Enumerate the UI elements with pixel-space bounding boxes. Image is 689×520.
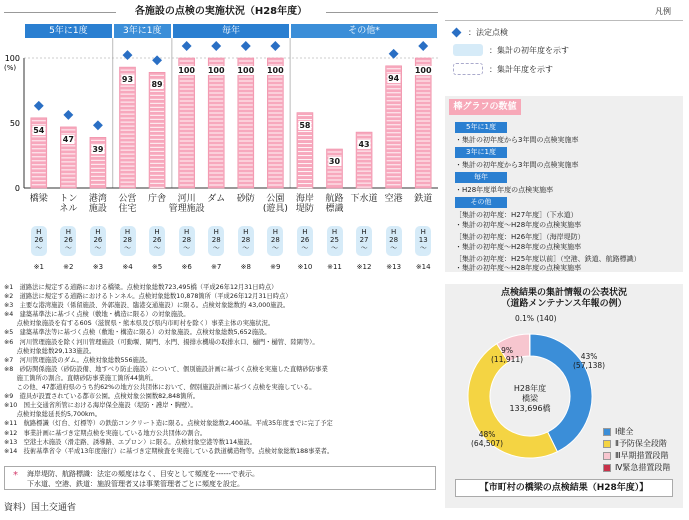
footnote-line: 海岸堤防、航路標識：法定の頻度はなく、目安として頻度を------で表示。: [27, 470, 260, 478]
donut-caption: 【市町村の橋梁の点検結果（H28年度）】: [455, 479, 673, 497]
vp-tag-5yr: 5年に1度: [455, 122, 507, 133]
bar: [267, 58, 283, 188]
bar-value-label: 89: [151, 80, 163, 90]
note-ref: ※3: [92, 263, 104, 271]
bar-value-label: 93: [121, 75, 134, 85]
value-panel-title: 棒グラフの数値: [449, 99, 521, 115]
donut-legend-item: Ⅱ予防保全段階: [603, 438, 667, 449]
donut-chart: [445, 284, 683, 508]
note-line: ※2 道路法に規定する道路におけるトンネル。点検対象総数10,878箇所（平成26年12月31日時点）: [4, 293, 292, 301]
note-ref: ※4: [122, 263, 133, 271]
y-tick-label: 0: [14, 184, 20, 193]
year-range-pill: H 28 〜: [238, 226, 254, 256]
note-line: ※4 建築基準法に基づく点検（敷地・構造に限る）の対象施設。: [4, 311, 190, 319]
bar-value-label: 100: [237, 66, 255, 75]
bar: [179, 58, 195, 188]
year-range-pill: H 28 〜: [179, 226, 195, 256]
y-tick-label: 100: [4, 54, 20, 63]
category-label: 下水道: [350, 194, 378, 204]
footnote-asterisk: *: [13, 470, 18, 481]
note-ref: ※5: [151, 263, 163, 271]
note-ref: ※8: [240, 263, 251, 271]
chart-title: 各施設の点検の実施状況（H28年度）: [4, 4, 438, 20]
category-label: 鉄道: [414, 194, 433, 204]
note-ref: ※1: [33, 263, 44, 271]
year-range-pill: H 28 〜: [120, 226, 136, 256]
bar: [415, 58, 431, 188]
year-range-pill: H 26 〜: [90, 226, 106, 256]
statutory-marker-icon: [34, 101, 44, 111]
donut-legend-item: Ⅲ早期措置段階: [603, 450, 669, 461]
y-unit: (%): [4, 64, 17, 72]
group-header: 5年に1度: [25, 24, 112, 38]
bar-value-label: 43: [358, 140, 370, 150]
statutory-marker-icon: [123, 50, 133, 60]
note-line: ※5 建築基準法等に基づく点検（敷地・構造に限る）の対象施設。点検対象総数5,652施設。: [4, 329, 271, 337]
legend-initial-year: ：集計の初年度を示す: [453, 44, 569, 56]
vp-line: ・集計の初年度〜H28年度の点検実施率: [455, 221, 582, 229]
legend-swatch: [603, 452, 611, 460]
year-range-pill: H 26 〜: [31, 226, 47, 256]
donut-slice-label: 9% (11,911): [491, 346, 524, 364]
year-range-pill: H 28 〜: [208, 226, 224, 256]
statutory-marker-icon: [418, 41, 428, 51]
category-label: 公営 住宅: [118, 194, 137, 214]
vp-line: ・集計の初年度〜H28年度の点検実施率: [455, 243, 582, 251]
vp-line: ［集計の初年度：H25年度以前］（空港、鉄道、航路標識）: [455, 255, 641, 263]
footnote-line: 下水道、空港、鉄道：施設管理者又は事業管理者ごとに頻度を設定。: [27, 480, 244, 488]
bar: [386, 66, 402, 188]
legend-statutory: ：法定点検: [453, 27, 508, 38]
note-line: ※10 国土交通省所管における海岸保全施設（堤防・護岸・胸壁）。: [4, 402, 197, 410]
statutory-marker-icon: [389, 49, 399, 59]
year-range-pill: H 26 〜: [60, 226, 76, 256]
bar-value-label: 54: [33, 125, 45, 135]
legend-swatch: [603, 440, 611, 448]
note-ref: ※10: [297, 263, 313, 271]
bar: [149, 72, 165, 188]
bar: [238, 58, 254, 188]
note-line: この他、47都道府県のうち約62%の地方公共団体において、個別施設計画に基づく点検を実施している。: [4, 384, 316, 392]
category-label: 橋梁: [29, 194, 48, 204]
vp-line: ・H28年度単年度の点検実施率: [455, 186, 554, 194]
note-line: ※1 道路法に規定する道路における橋梁。点検対象総数723,495橋（平成26年12月31日時点）: [4, 284, 278, 291]
note-line: 点検対象施設を有する60S（滋賀県・熊本県及び県内市町村を除く）事業主体の実施状況。: [4, 320, 275, 328]
statutory-marker-icon: [93, 120, 103, 130]
note-line: 点検対象総数29,133施設。: [4, 347, 96, 355]
vp-tag-3yr: 3年に1度: [455, 147, 507, 158]
year-range-pill: H 26 〜: [297, 226, 313, 256]
statutory-marker-icon: [211, 41, 221, 51]
legend-tab: 凡例: [643, 4, 683, 20]
note-line: ※6 河川管理施設を除く河川管理施設（可動堰、閘門、水門、揚排水機場の取排水口、樋門・樋管、陸閘等）。: [4, 338, 319, 346]
y-tick-label: 50: [9, 119, 20, 128]
statutory-marker-icon: [241, 41, 251, 51]
year-range-pill: H 28 〜: [267, 226, 283, 256]
vp-line: ・集計の初年度から3年間の点検実施率: [455, 161, 579, 169]
category-label: 港湾 施設: [88, 194, 107, 214]
vp-tag-yearly: 毎年: [455, 172, 507, 183]
statutory-diamond-icon: [452, 28, 462, 38]
category-label: 砂防: [236, 194, 255, 204]
footnotes: [4, 283, 442, 456]
bar-value-label: 100: [207, 66, 225, 75]
bar-value-explanation: [445, 96, 683, 272]
category-label: 庁舎: [148, 194, 167, 204]
donut-title: 点検結果の集計情報の公表状況 （道路メンテナンス年報の例）: [500, 288, 627, 309]
vp-line: ［集計の初年度：H27年度］（下水道）: [455, 211, 578, 219]
bar-value-label: 100: [266, 66, 284, 75]
vp-line: ・集計の初年度から3年間の点検実施率: [455, 136, 579, 144]
category-label: ダム: [207, 194, 226, 204]
note-ref: ※2: [63, 263, 74, 271]
year-range-pill: H 25 〜: [327, 226, 343, 256]
note-ref: ※14: [415, 263, 431, 271]
note-line: ※3 主要な港湾施設（係留施設、外郭施設、臨港交通施設）に限る。点検対象総数約 43,000施設。: [4, 302, 290, 310]
category-label: 空港: [384, 194, 403, 204]
note-ref: ※6: [181, 263, 192, 271]
year-range-pill: H 13 〜: [415, 226, 431, 256]
category-label: 公園 (遊具): [262, 194, 288, 214]
category-label: 海岸 堤防: [295, 194, 314, 214]
bar-value-label: 94: [388, 73, 400, 83]
note-line: ※14 技術基準省令（平成13年度施行）に基づき定期検査を実施している鉄道構造物等。点検対象総数188事業者。: [4, 447, 334, 455]
vp-line: ［集計の初年度：H26年度］（海岸堤防）: [455, 233, 585, 241]
note-line: 施工箇所の割合。直轄砂防事業施工箇所44箇所。: [4, 374, 157, 382]
group-header: その他*: [291, 24, 437, 38]
legend-swatch: [603, 464, 611, 472]
donut-slice-label: 0.1% (140): [515, 314, 557, 323]
note-line: ※11 航路標識（灯台、灯標等）の鉄筋コンクリート造に限る。点検対象総数2,400基。平成35年度までに完了予定: [4, 420, 333, 428]
note-line: ※9 遊具が設置されている都市公園。点検対象公園数82,848箇所。: [4, 393, 200, 401]
statutory-marker-icon: [182, 41, 192, 51]
note-ref: ※13: [386, 263, 402, 271]
vp-tag-other: その他: [455, 197, 507, 208]
current-year-swatch: [453, 63, 483, 75]
note-line: ※7 河川管理施設のダム。点検対象総数556施設。: [4, 356, 152, 364]
group-header: 3年に1度: [114, 24, 171, 38]
legend-swatch: [603, 428, 611, 436]
bar-value-label: 100: [414, 66, 432, 75]
note-ref: ※11: [327, 263, 342, 271]
bar-value-label: 47: [62, 134, 74, 144]
donut-slice-label: 48% (64,507): [471, 430, 504, 448]
donut-legend-item: Ⅰ健全: [603, 426, 633, 437]
note-line: ※12 事業計画に基づき定期点検を実施している地方公共団体の割合。: [4, 429, 207, 437]
donut-center: H28年度 橋梁 133,696橋: [509, 384, 551, 413]
bar: [208, 58, 224, 188]
frequency-footnote: [4, 466, 436, 490]
bar-value-label: 100: [178, 66, 195, 75]
donut-slice-label: 43% (57,138): [573, 352, 606, 370]
source-note: 資料）国土交通省: [4, 503, 77, 513]
note-line: ※13 空港土木施設（滑走路、誘導路、エプロン）に限る。点検対象空港等数114施設。: [4, 438, 256, 446]
vp-line: ・集計の初年度〜H28年度の点検実施率: [455, 264, 582, 272]
category-label: トン ネル: [59, 194, 78, 214]
bar-value-label: 39: [92, 145, 104, 155]
category-label: 河川 管理施設: [168, 194, 205, 214]
group-header: 毎年: [173, 24, 289, 38]
category-label: 航路 標識: [325, 194, 344, 214]
year-range-pill: H 26 〜: [149, 226, 165, 256]
legend-current-year: ：集計年度を示す: [453, 63, 553, 75]
bar-value-label: 58: [299, 120, 311, 130]
year-range-pill: H 28 〜: [386, 226, 402, 256]
initial-year-swatch: [453, 44, 483, 56]
statutory-marker-icon: [270, 41, 280, 51]
statutory-marker-icon: [63, 110, 73, 120]
donut-panel: [445, 284, 683, 508]
statutory-marker-icon: [152, 55, 162, 65]
bar: [327, 149, 343, 188]
note-ref: ※12: [356, 263, 372, 271]
donut-legend-item: Ⅳ緊急措置段階: [603, 462, 670, 473]
note-ref: ※7: [211, 263, 222, 271]
bar-value-label: 30: [328, 157, 341, 166]
note-ref: ※9: [270, 263, 281, 271]
note-line: 点検対象総延長約5,700km。: [4, 411, 102, 419]
note-line: ※8 砂防関係施設（砂防設備、地すべり防止施設）について、個別施設計画に基づく点検を実施した直轄砂防事業: [4, 365, 328, 373]
year-range-pill: H 27 〜: [356, 226, 372, 256]
